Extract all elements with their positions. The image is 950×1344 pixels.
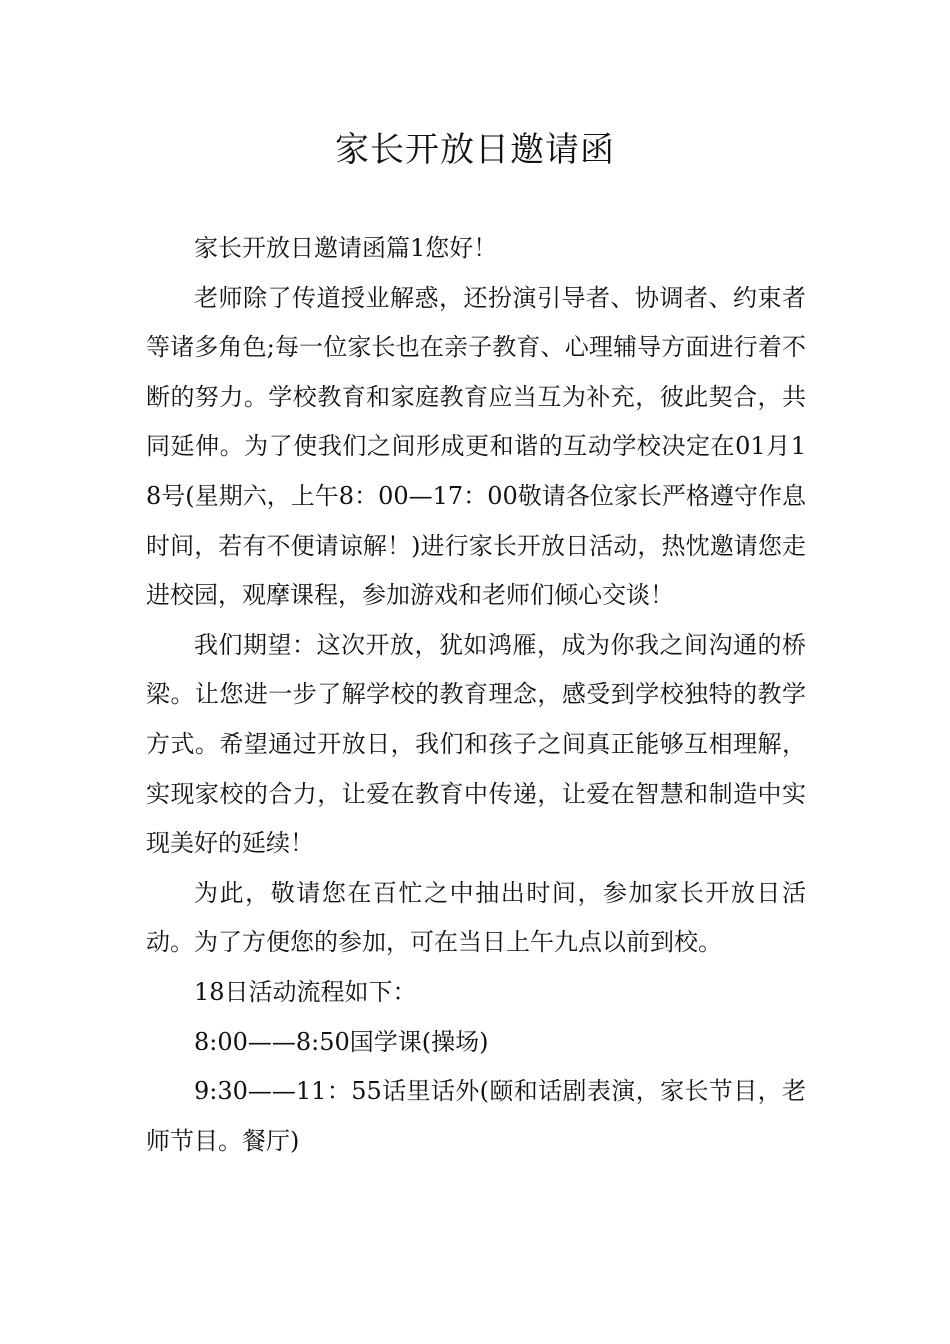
paragraph-invitation: 老师除了传道授业解惑，还扮演引导者、协调者、约束者等诸多角色;每一位家长也在亲子教育、心理辅导方面进行着不断的努力。学校教育和家庭教育应当互为补充，彼此契合，共同延伸。为了使我们之间形成更和谐的互动学校决定在01月18号(星期六，上午8：00—17：00敬请各位家长严格遵守作息时间，若有不便请谅解！)进行家长开放日活动，热忱邀请您走进校园，观摩课程，参加游戏和老师们倾心交谈！ bbox=[146, 283, 806, 610]
document-body bbox=[146, 224, 806, 1166]
paragraph-expectation: 我们期望：这次开放，犹如鸿雁，成为你我之间沟通的桥梁。让您进一步了解学校的教育理念，感受到学校独特的教学方式。希望通过开放日，我们和孩子之间真正能够互相理解，实现家校的合力，让爱在教育中传递，让爱在智慧和制造中实现美好的延续！ bbox=[146, 630, 806, 858]
paragraph-greeting: 家长开放日邀请函篇1您好！ bbox=[194, 234, 498, 262]
paragraph-schedule-heading: 18日活动流程如下： bbox=[194, 977, 417, 1006]
paragraph-request: 为此，敬请您在百忙之中抽出时间，参加家长开放日活动。为了方便您的参加，可在当日上午九点以前到校。 bbox=[146, 878, 806, 957]
schedule-item: 8:00——8:50国学课(操场) bbox=[194, 1027, 489, 1056]
schedule-item: 9:30——11：55话里话外(颐和话剧表演，家长节目，老师节目。餐厅) bbox=[146, 1077, 806, 1155]
document-title: 家长开放日邀请函 bbox=[335, 130, 615, 170]
